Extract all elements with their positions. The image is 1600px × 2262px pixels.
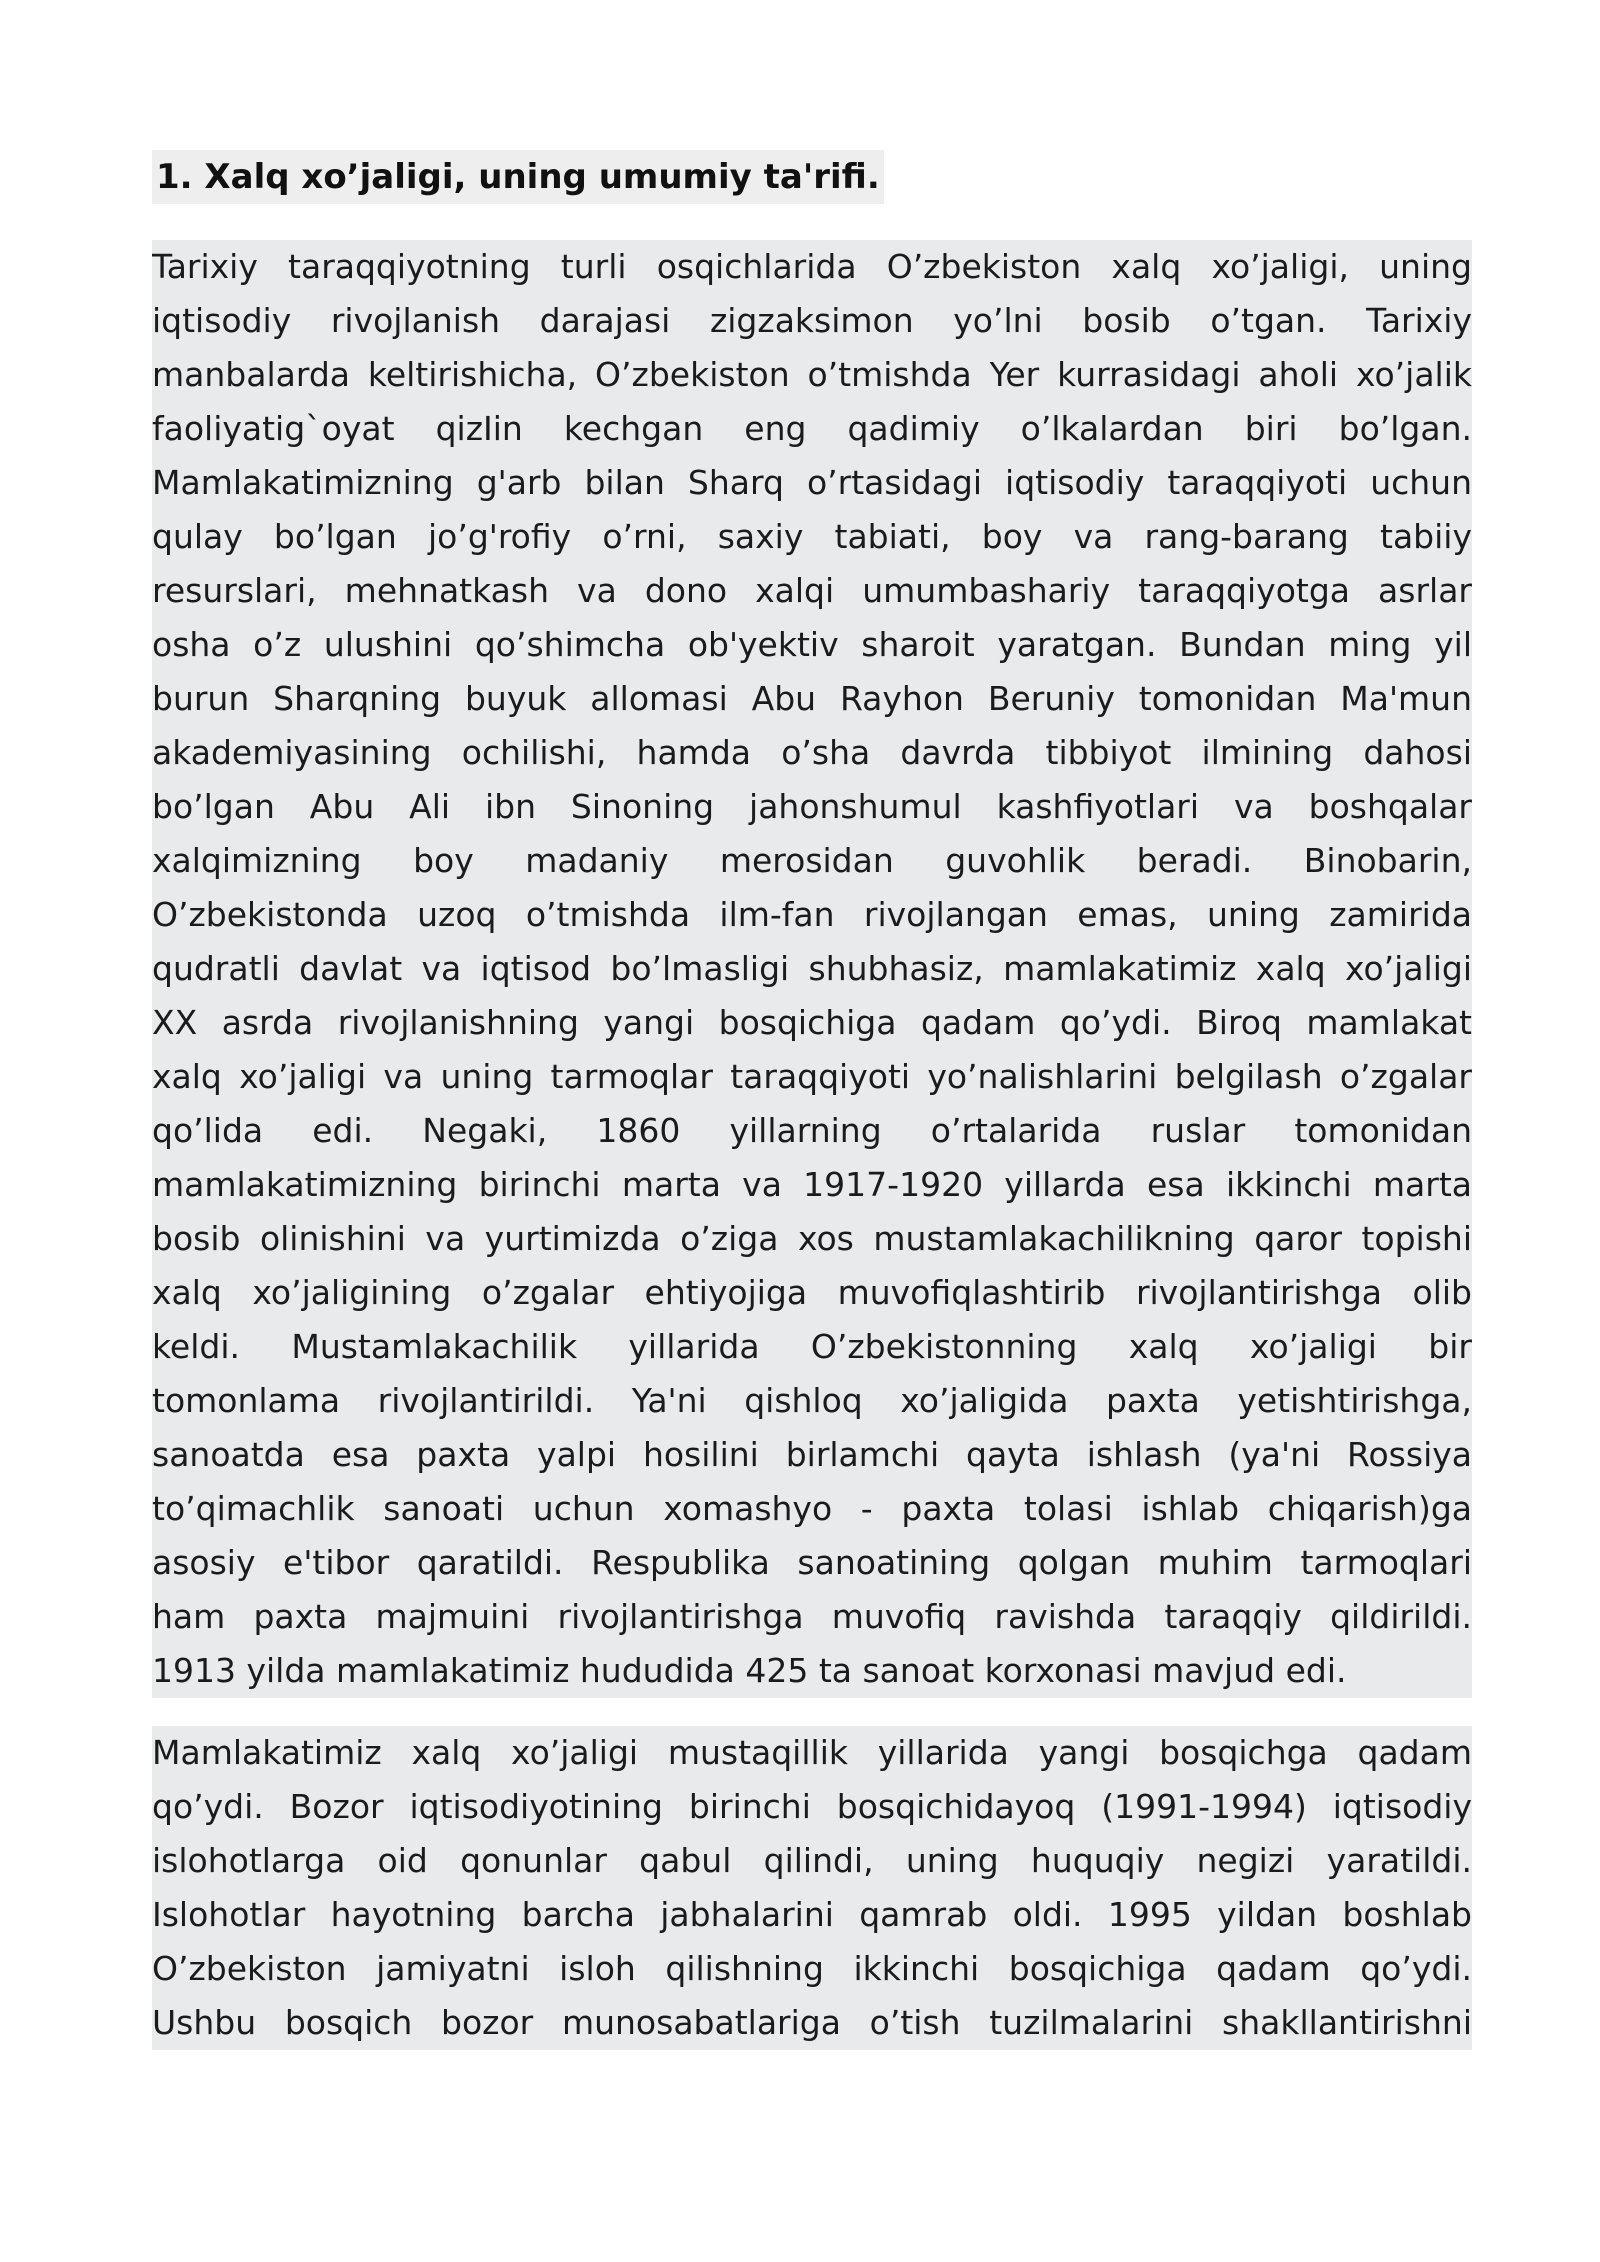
text-line: qudratli davlat va iqtisod bo’lmasligi shubhasiz, mamlakatimiz xalq xo’jaligi <box>152 949 1472 988</box>
text-line: Mamlakatimizning g'arb bilan Sharq o’rtasidagi iqtisodiy taraqqiyoti uchun <box>152 463 1472 502</box>
text-line: keldi. Mustamlakachilik yillarida O’zbekistonning xalq xo’jaligi bir <box>152 1327 1472 1366</box>
text-line: mamlakatimizning birinchi marta va 1917-1920 yillarda esa ikkinchi marta <box>152 1165 1472 1204</box>
text-line: iqtisodiy rivojlanish darajasi zigzaksimon yo’lni bosib o’tgan. Tarixiy <box>152 301 1472 340</box>
text-line: burun Sharqning buyuk allomasi Abu Rayhon Beruniy tomonidan Ma'mun <box>152 679 1472 718</box>
text-line: manbalarda keltirishicha, O’zbekiston o’tmishda Yer kurrasidagi aholi xo’jalik <box>152 355 1472 394</box>
text-line: Islohotlar hayotning barcha jabhalarini qamrab oldi. 1995 yildan boshlab <box>152 1895 1472 1934</box>
text-line: O’zbekiston jamiyatni isloh qilishning ikkinchi bosqichiga qadam qo’ydi. <box>152 1949 1472 1988</box>
text-line: sanoatda esa paxta yalpi hosilini birlamchi qayta ishlash (ya'ni Rossiya <box>152 1435 1472 1474</box>
text-line: 1913 yilda mamlakatimiz hududida 425 ta sanoat korxonasi mavjud edi. <box>152 1651 1347 1690</box>
text-line: akademiyasining ochilishi, hamda o’sha davrda tibbiyot ilmining dahosi <box>152 733 1472 772</box>
text-line: bosib olinishini va yurtimizda o’ziga xos mustamlakachilikning qaror topishi <box>152 1219 1472 1258</box>
text-line: to’qimachlik sanoati uchun xomashyo - paxta tolasi ishlab chiqarish)ga <box>152 1489 1472 1528</box>
text-line: Mamlakatimiz xalq xo’jaligi mustaqillik yillarida yangi bosqichga qadam <box>152 1733 1472 1772</box>
text-line: tomonlama rivojlantirildi. Ya'ni qishloq xo’jaligida paxta yetishtirishga, <box>152 1381 1472 1420</box>
text-line: asosiy e'tibor qaratildi. Respublika sanoatining qolgan muhim tarmoqlari <box>152 1543 1472 1582</box>
text-line: Tarixiy taraqqiyotning turli osqichlarida O’zbekiston xalq xo’jaligi, uning <box>152 247 1472 286</box>
text-line: XX asrda rivojlanishning yangi bosqichiga qadam qo’ydi. Biroq mamlakat <box>152 1003 1472 1042</box>
text-line: faoliyatig`oyat qizIin kechgan eng qadimiy o’lkalardan biri bo’lgan. <box>152 409 1472 448</box>
text-line: resurslari, mehnatkash va dono xalqi umumbashariy taraqqiyotga asrlar <box>152 571 1472 610</box>
text-line: ham paxta majmuini rivojlantirishga muvofiq ravishda taraqqiy qildirildi. <box>152 1597 1472 1636</box>
text-line: bo’lgan Abu Ali ibn Sinoning jahonshumul kashfiyotlari va boshqalar <box>152 787 1472 826</box>
paragraph-independence <box>152 1726 1472 2050</box>
text-line: qo’lida edi. Negaki, 1860 yillarning o’rtalarida ruslar tomonidan <box>152 1111 1472 1150</box>
text-line: xalqimizning boy madaniy merosidan guvohlik beradi. Binobarin, <box>152 841 1472 880</box>
text-line: qulay bo’lgan jo’g'rofiy o’rni, saxiy tabiati, boy va rang-barang tabiiy <box>152 517 1472 556</box>
text-line: xalq xo’jaligi va uning tarmoqlar taraqqiyoti yo’nalishlarini belgilash o’zgalar <box>152 1057 1472 1096</box>
text-line: osha o’z ulushini qo’shimcha ob'yektiv sharoit yaratgan. Bundan ming yil <box>152 625 1472 664</box>
text-line: islohotlarga oid qonunlar qabul qilindi, uning huquqiy negizi yaratildi. <box>152 1841 1472 1880</box>
text-line: qo’ydi. Bozor iqtisodiyotining birinchi bosqichidayoq (1991-1994) iqtisodiy <box>152 1787 1472 1826</box>
text-line: Ushbu bosqich bozor munosabatlariga o’tish tuzilmalarini shakllantirishni <box>152 2003 1472 2042</box>
text-line: O’zbekistonda uzoq o’tmishda ilm-fan rivojlangan emas, uning zamirida <box>152 895 1472 934</box>
text-line: xalq xo’jaligining o’zgalar ehtiyojiga muvofiqlashtirib rivojlantirishga olib <box>152 1273 1472 1312</box>
paragraph-history <box>152 240 1472 1698</box>
section-heading: 1. Xalq xo’jaligi, uning umumiy ta'rifi. <box>152 150 884 204</box>
